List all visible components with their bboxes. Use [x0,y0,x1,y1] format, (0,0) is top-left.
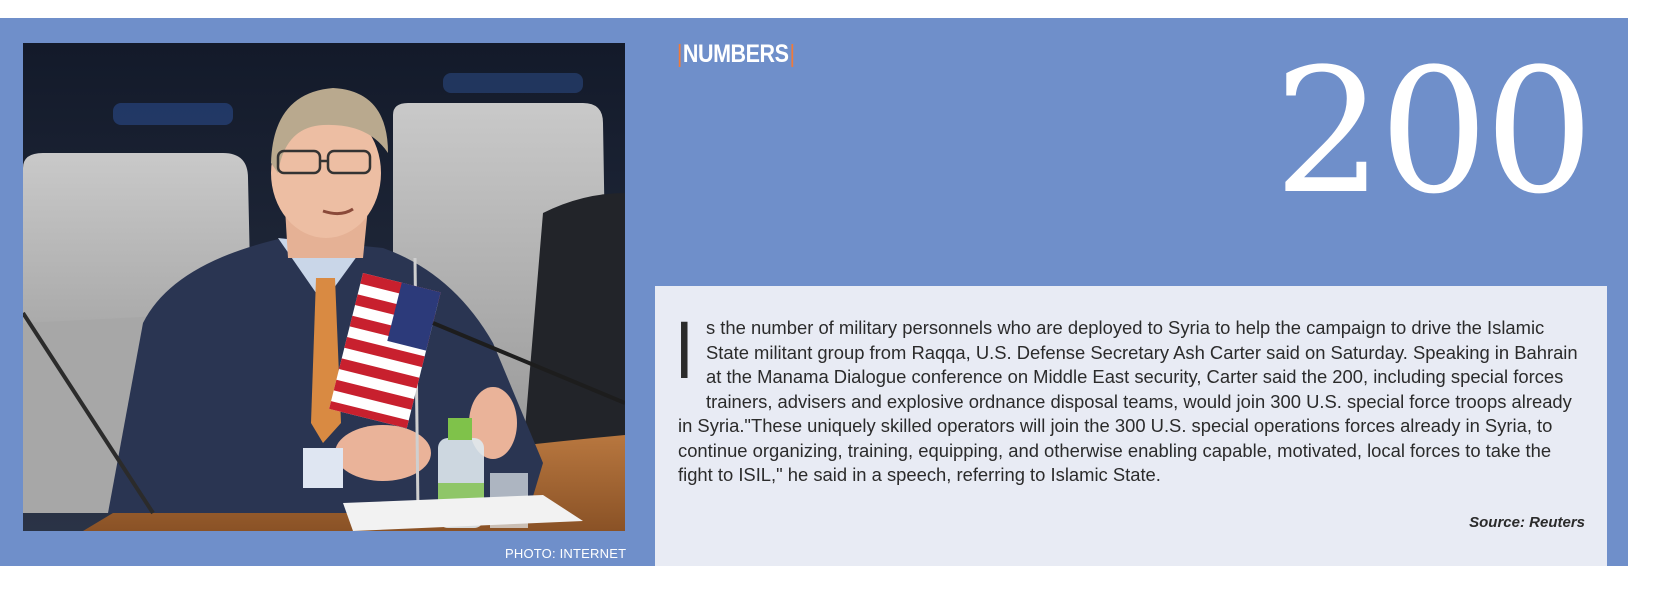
label-bar-right: | [789,40,795,68]
section-label [676,40,795,69]
source-credit: Source: Reuters [1469,514,1585,531]
drop-cap: I [678,305,691,396]
news-photo [23,43,625,531]
article-text: s the number of military personnels who are deployed to Syria to help the campaign to drive the Islamic State militant group from Raqqa, U.S. Defense Secretary Ash Carter said on Saturday. Speaking in Bahrain at the Manama Dialogue conference on Middle East security, Carter said the 200, including special forces trainers, advisers and explosive ordnance disposal teams, would join 300 U.S. special force troops already in Syria."These uniquely skilled operators will join the 300 U.S. special operations forces already in Syria, to continue organizing, training, equipping, and otherwise enabling capable, motivated, local forces to take the fight to ISIL," he said in a speech, referring to Islamic State. [678,317,1578,485]
label-bar-left: | [676,40,683,68]
article-body [678,305,1583,488]
article-box [655,286,1607,566]
photo-credit: PHOTO: INTERNET [505,546,627,561]
headline-number: 200 [1273,31,1590,232]
infographic-panel [0,18,1628,566]
section-label-text: NUMBERS [682,40,789,68]
